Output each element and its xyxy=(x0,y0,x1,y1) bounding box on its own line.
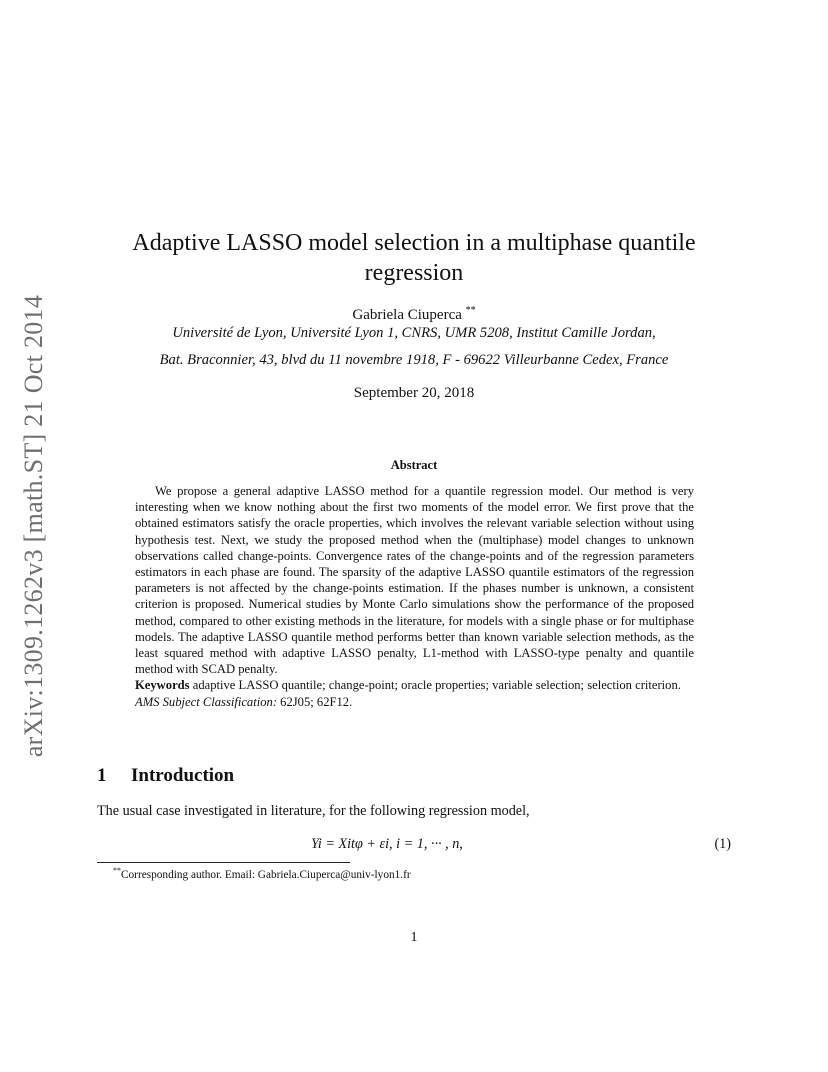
arxiv-stamp-text: arXiv:1309.1262v3 [math.ST] 21 Oct 2014 xyxy=(19,294,48,758)
section-title: Introduction xyxy=(131,765,235,786)
keywords-label: Keywords xyxy=(135,678,190,693)
author xyxy=(100,305,728,324)
affiliation-line-1: Université de Lyon, Université Lyon 1, CNRS, UMR 5208, Institut Camille Jordan, xyxy=(172,325,656,341)
section-heading xyxy=(97,765,234,787)
footnote-rule xyxy=(97,862,350,863)
keywords-text: adaptive LASSO quantile; change-point; oracle properties; variable selection; selection criterion. xyxy=(192,678,681,693)
abstract-body: We propose a general adaptive LASSO method for a quantile regression model. Our method is very interesting when we know nothing about the first two moments of the model error. We first prove that the obtained estimators satisfy the oracle properties, which involves the relevant variable selection without using hypothesis test. Next, we study the proposed method when the (multiphase) model changes to unknown observations called change-points. Convergence rates of the change-points and of the regression parameters estimators in each phase are found. The sparsity of the adaptive LASSO quantile estimators of the regression parameters is not affected by the change-points estimation. If the phases number is unknown, a consistent criterion is proposed. Numerical studies by Monte Carlo simulations show the performance of the proposed method, compared to other existing methods in the literature, for models with a single phase or for multiphase models. The adaptive LASSO quantile method performs better than known variable selection methods, as the least squared method with adaptive LASSO penalty, L1-method with LASSO-type penalty and quantile method with SCAD penalty. xyxy=(135,484,694,677)
footnote-mark: ** xyxy=(113,866,121,875)
paper-title-line-1: Adaptive LASSO model selection in a multiphase quantile xyxy=(132,230,696,256)
footnote-text: Corresponding author. Email: Gabriela.Ciuperca@univ-lyon1.fr xyxy=(121,868,411,881)
ams-label: AMS Subject Classification: xyxy=(135,694,278,709)
equation-expression: Yi = Xitφ + εi, i = 1, ··· , n, xyxy=(311,836,463,852)
abstract-heading: Abstract xyxy=(390,458,438,472)
author-footnote-mark: ** xyxy=(465,305,476,316)
ams-line xyxy=(135,694,694,710)
keywords-line xyxy=(135,677,694,693)
author-name: Gabriela Ciuperca xyxy=(352,307,462,323)
page-number: 1 xyxy=(410,930,418,945)
paper-title-line-2: regression xyxy=(364,260,464,286)
paper-title xyxy=(100,228,728,288)
section-number: 1 xyxy=(97,765,107,786)
intro-paragraph: The usual case investigated in literature, for the following regression model, xyxy=(97,803,530,819)
footnote xyxy=(113,866,411,881)
abstract xyxy=(135,483,694,710)
paper-date: September 20, 2018 xyxy=(353,385,475,401)
affiliation-line-2: Bat. Braconnier, 43, blvd du 11 novembre 1918, F - 69622 Villeurbanne Cedex, France xyxy=(159,352,669,368)
equation-number: (1) xyxy=(714,836,731,852)
arxiv-stamp xyxy=(14,282,54,770)
ams-codes: 62J05; 62F12. xyxy=(280,694,353,709)
